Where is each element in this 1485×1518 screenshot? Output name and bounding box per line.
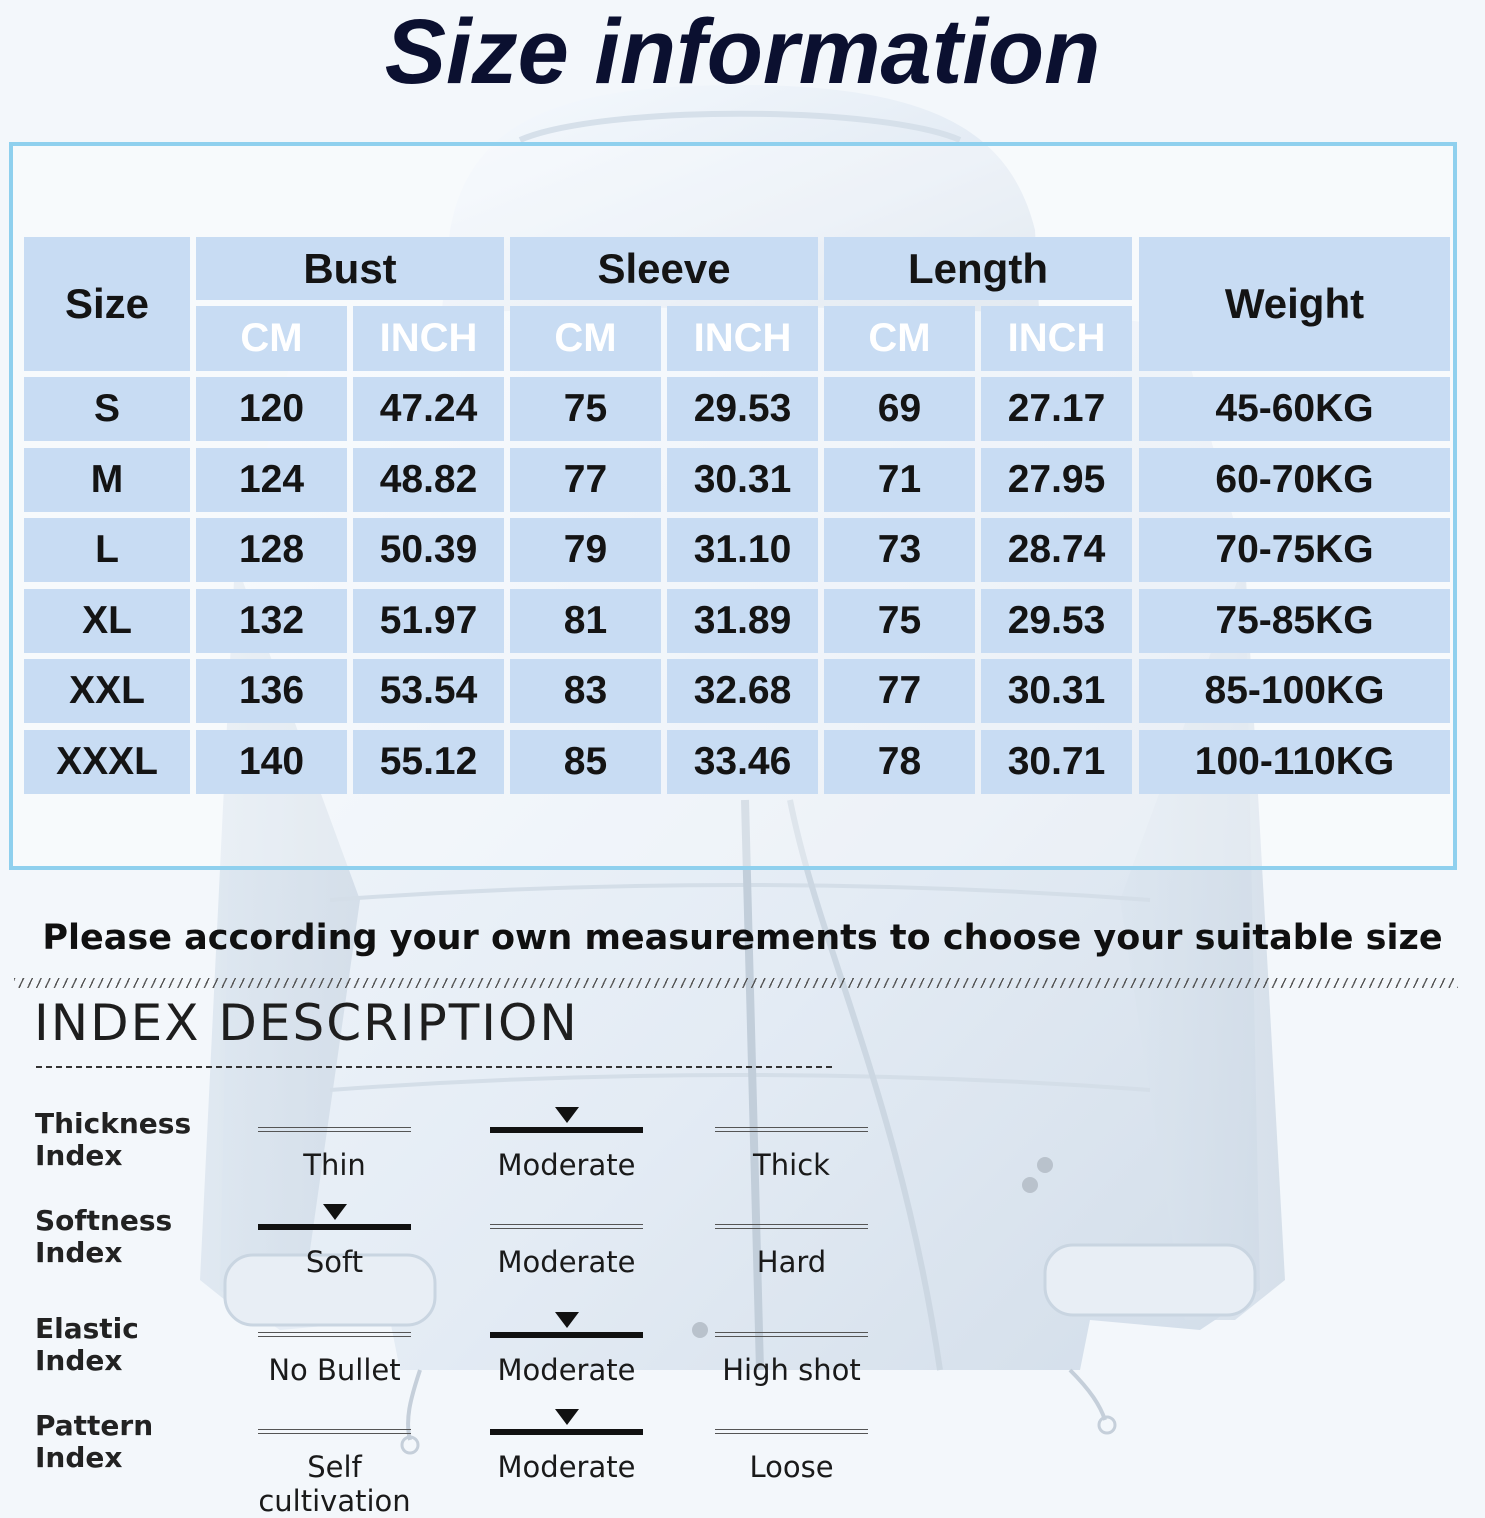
cell-length-inch: 30.71	[981, 730, 1132, 794]
selected-marker-icon	[555, 1107, 579, 1123]
cell-weight: 60-70KG	[1139, 448, 1450, 512]
cell-length-inch: 30.31	[981, 659, 1132, 723]
hatched-divider	[14, 978, 1458, 988]
dashed-divider	[36, 1066, 832, 1068]
index-label-name: Thickness	[35, 1107, 192, 1140]
cell-sleeve-cm: 85	[510, 730, 661, 794]
cell-sleeve-cm: 81	[510, 589, 661, 653]
index-option-line	[715, 1429, 868, 1434]
cell-sleeve-inch: 31.89	[667, 589, 818, 653]
cell-length-cm: 77	[824, 659, 975, 723]
index-option-line	[258, 1332, 411, 1337]
cell-bust-inch: 50.39	[353, 518, 504, 582]
header-bust-inch: INCH	[353, 306, 504, 371]
cell-sleeve-inch: 32.68	[667, 659, 818, 723]
cell-bust-cm: 120	[196, 377, 347, 441]
index-option-label: Hard	[756, 1245, 827, 1279]
cell-length-cm: 75	[824, 589, 975, 653]
cell-bust-inch: 55.12	[353, 730, 504, 794]
header-sleeve: Sleeve	[510, 237, 818, 300]
index-option-line	[258, 1127, 411, 1132]
cell-bust-cm: 132	[196, 589, 347, 653]
index-description-title: INDEX DESCRIPTION	[34, 994, 579, 1052]
index-option-line	[715, 1224, 868, 1229]
header-sleeve-inch: INCH	[667, 306, 818, 371]
cell-weight: 100-110KG	[1139, 730, 1450, 794]
page-title: Size information	[384, 1, 1101, 103]
cell-weight: 70-75KG	[1139, 518, 1450, 582]
cell-bust-inch: 47.24	[353, 377, 504, 441]
index-option-label: Soft	[305, 1245, 364, 1279]
index-option-label: Moderate	[497, 1353, 636, 1387]
cell-weight: 75-85KG	[1139, 589, 1450, 653]
index-option-line	[490, 1224, 643, 1229]
index-label-suffix: Index	[35, 1139, 123, 1172]
index-option-label: Self cultivation	[258, 1450, 411, 1518]
cell-bust-inch: 51.97	[353, 589, 504, 653]
header-length-inch: INCH	[981, 306, 1132, 371]
cell-size: XXXL	[24, 730, 190, 794]
cell-size: S	[24, 377, 190, 441]
selected-marker-icon	[555, 1409, 579, 1425]
index-option-label: Thick	[753, 1148, 830, 1182]
cell-length-cm: 73	[824, 518, 975, 582]
cell-sleeve-cm: 77	[510, 448, 661, 512]
cell-bust-cm: 140	[196, 730, 347, 794]
index-option-line	[715, 1332, 868, 1337]
selected-marker-icon	[323, 1204, 347, 1220]
index-option-label: Moderate	[497, 1245, 636, 1279]
cell-bust-cm: 128	[196, 518, 347, 582]
cell-sleeve-inch: 33.46	[667, 730, 818, 794]
cell-length-inch: 28.74	[981, 518, 1132, 582]
index-option-label: No Bullet	[268, 1353, 401, 1387]
cell-sleeve-cm: 83	[510, 659, 661, 723]
cell-sleeve-cm: 79	[510, 518, 661, 582]
index-label-name: Elastic	[35, 1312, 139, 1345]
index-option-line-selected	[258, 1224, 411, 1230]
cell-length-inch: 29.53	[981, 589, 1132, 653]
header-bust-cm: CM	[196, 306, 347, 371]
header-size: Size	[24, 237, 190, 371]
cell-bust-inch: 48.82	[353, 448, 504, 512]
cell-sleeve-inch: 29.53	[667, 377, 818, 441]
cell-length-cm: 78	[824, 730, 975, 794]
cell-weight: 85-100KG	[1139, 659, 1450, 723]
index-option-line-selected	[490, 1332, 643, 1338]
cell-sleeve-inch: 31.10	[667, 518, 818, 582]
cell-size: XXL	[24, 659, 190, 723]
selected-marker-icon	[555, 1312, 579, 1328]
measurement-advice: Please according your own measurements to choose your suitable size	[42, 918, 1443, 958]
cell-sleeve-cm: 75	[510, 377, 661, 441]
index-option-line	[258, 1429, 411, 1434]
index-option-label: Loose	[749, 1450, 834, 1484]
header-length-cm: CM	[824, 306, 975, 371]
cell-weight: 45-60KG	[1139, 377, 1450, 441]
header-bust: Bust	[196, 237, 504, 300]
cell-size: M	[24, 448, 190, 512]
cell-sleeve-inch: 30.31	[667, 448, 818, 512]
header-sleeve-cm: CM	[510, 306, 661, 371]
index-option-label: High shot	[722, 1353, 861, 1387]
cell-length-inch: 27.95	[981, 448, 1132, 512]
cell-size: L	[24, 518, 190, 582]
index-option-line-selected	[490, 1127, 643, 1133]
index-option-label: Moderate	[497, 1148, 636, 1182]
index-label-name: Pattern	[35, 1409, 154, 1442]
cell-bust-inch: 53.54	[353, 659, 504, 723]
index-option-line-selected	[490, 1429, 643, 1435]
header-weight: Weight	[1139, 237, 1450, 371]
cell-size: XL	[24, 589, 190, 653]
index-option-line	[715, 1127, 868, 1132]
index-option-label: Moderate	[497, 1450, 636, 1484]
cell-length-inch: 27.17	[981, 377, 1132, 441]
header-length: Length	[824, 237, 1132, 300]
index-option-label: Thin	[303, 1148, 366, 1182]
cell-bust-cm: 136	[196, 659, 347, 723]
cell-length-cm: 71	[824, 448, 975, 512]
cell-bust-cm: 124	[196, 448, 347, 512]
index-label-suffix: Index	[35, 1441, 123, 1474]
index-label-suffix: Index	[35, 1344, 123, 1377]
cell-length-cm: 69	[824, 377, 975, 441]
index-label-name: Softness	[35, 1204, 173, 1237]
index-label-suffix: Index	[35, 1236, 123, 1269]
